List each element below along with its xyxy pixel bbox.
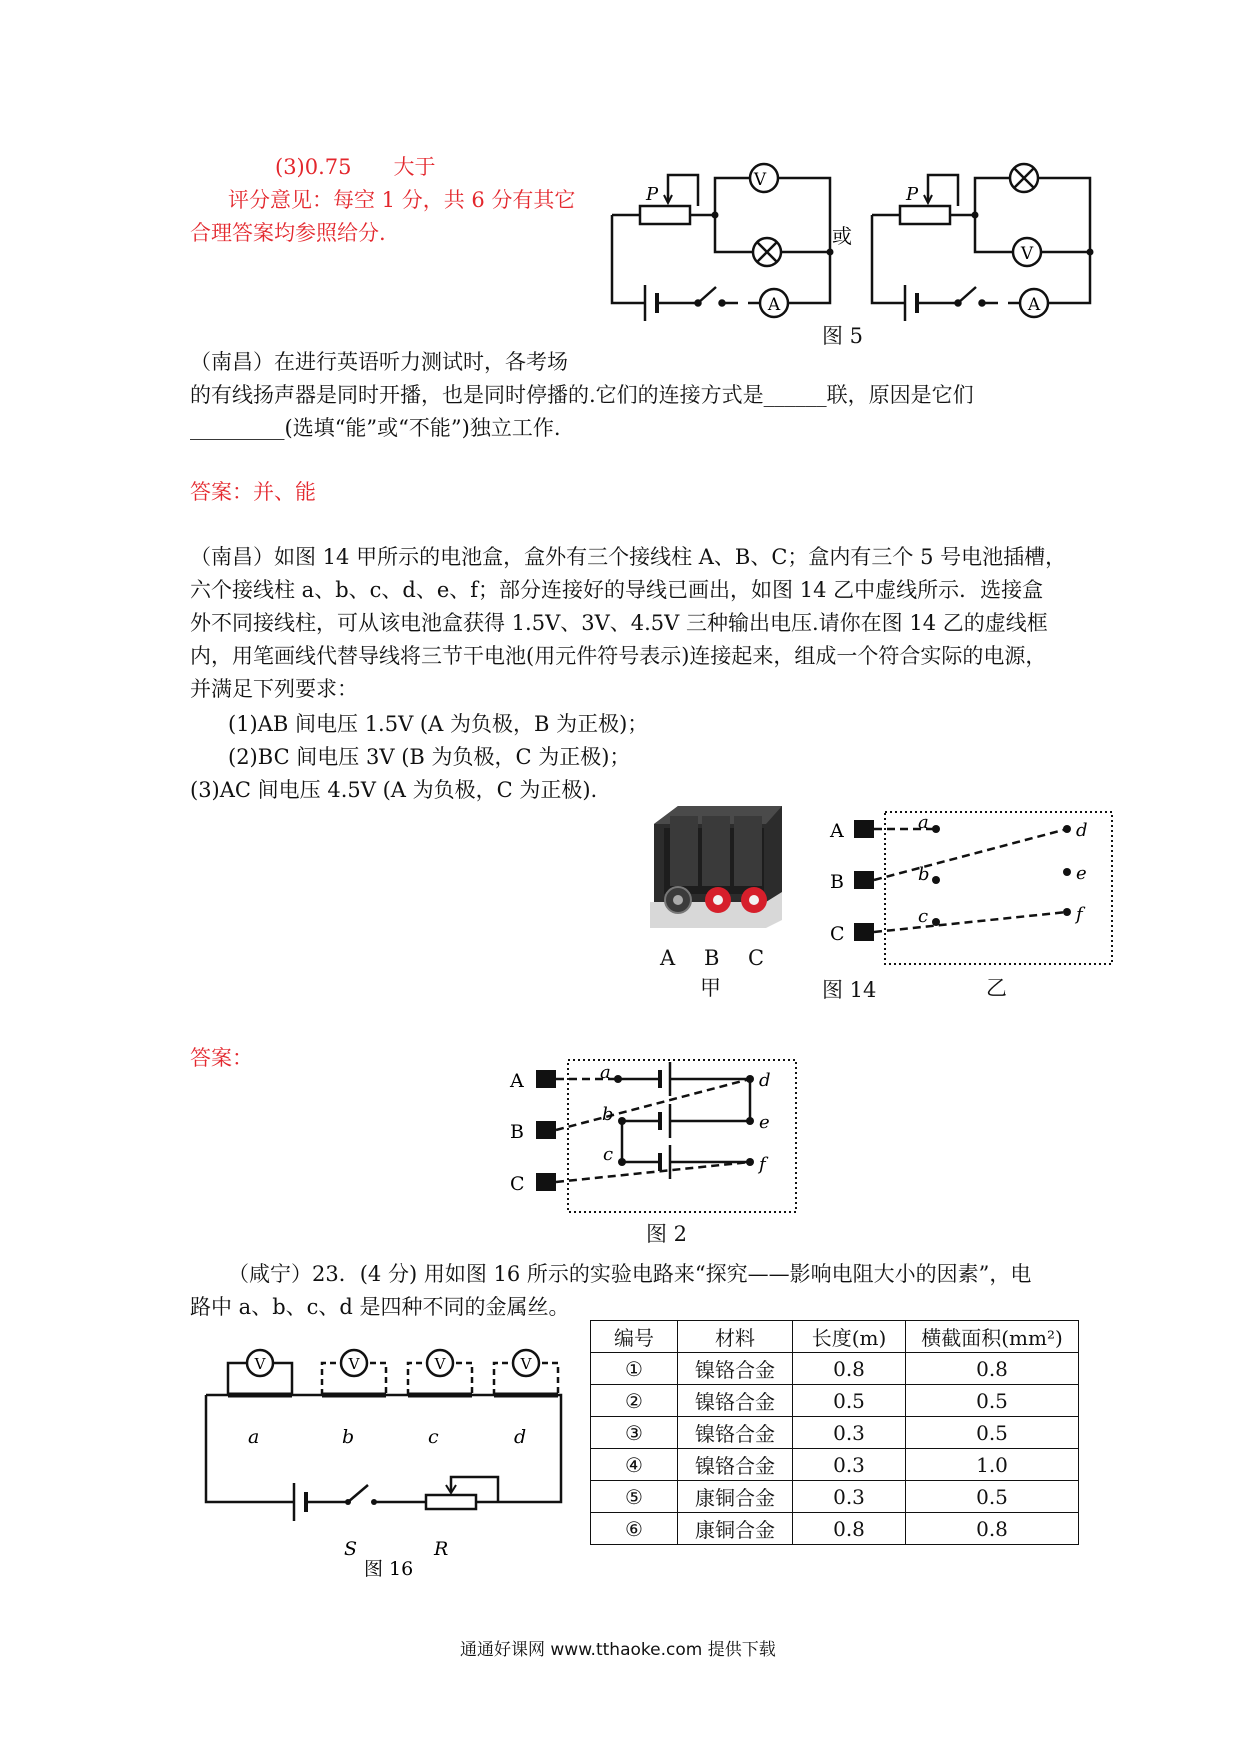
ans-terminal-b: b bbox=[602, 1104, 614, 1125]
fig14-jia-label: 甲 bbox=[700, 976, 721, 1000]
q1-answer: 答案：并、能 bbox=[190, 480, 316, 504]
figure-16-circuit bbox=[196, 1325, 581, 1580]
table-cell: 0.5 bbox=[793, 1385, 906, 1417]
table-cell: 0.3 bbox=[793, 1449, 906, 1481]
table-cell: ⑥ bbox=[591, 1513, 678, 1545]
fig5-a-label-left: A bbox=[767, 295, 781, 315]
table-cell: 1.0 bbox=[906, 1449, 1079, 1481]
table-cell: 0.5 bbox=[906, 1481, 1079, 1513]
table-header: 横截面积(mm²) bbox=[906, 1321, 1079, 1353]
yi-terminal-c: c bbox=[918, 906, 929, 927]
table-cell: 镍铬合金 bbox=[678, 1385, 793, 1417]
ans-terminal-e: e bbox=[759, 1112, 770, 1133]
fig16-r-label: R bbox=[434, 1538, 449, 1560]
answer-2-label: 答案： bbox=[190, 1046, 253, 1070]
table-row bbox=[591, 1513, 1079, 1545]
ans-terminal-f: f bbox=[759, 1154, 766, 1175]
figure-2-answer bbox=[500, 1048, 810, 1218]
ans-terminal-B: B bbox=[510, 1121, 524, 1143]
figure-14-yi bbox=[820, 800, 1120, 970]
table-row bbox=[591, 1449, 1079, 1481]
answer-line-3: 合理答案均参照给分. bbox=[190, 221, 386, 245]
yi-terminal-f: f bbox=[1076, 904, 1083, 925]
q2-line-4: 内，用笔画线代替导线将三节干电池(用元件符号表示)连接起来，组成一个符合实际的电源， bbox=[190, 644, 1047, 668]
table-cell: 0.8 bbox=[906, 1513, 1079, 1545]
fig16-caption: 图 16 bbox=[364, 1558, 414, 1580]
fig16-v-label-b: V bbox=[348, 1355, 360, 1373]
ans-terminal-d: d bbox=[759, 1070, 771, 1091]
ans-terminal-c: c bbox=[603, 1144, 614, 1165]
q1-line-1: （南昌）在进行英语听力测试时，各考场 bbox=[190, 350, 568, 374]
table-header: 长度(m) bbox=[793, 1321, 906, 1353]
table-row bbox=[591, 1353, 1079, 1385]
fig16-wire-d: d bbox=[514, 1426, 527, 1448]
table-cell: 0.3 bbox=[793, 1417, 906, 1449]
table-cell: ① bbox=[591, 1353, 678, 1385]
footer-text: 通通好课网 www.tthaoke.com 提供下载 bbox=[460, 1640, 776, 1660]
fig16-v-label-d: V bbox=[520, 1355, 532, 1373]
table-header: 编号 bbox=[591, 1321, 678, 1353]
fig5-p-label-left: P bbox=[646, 184, 659, 205]
fig16-wire-a: a bbox=[248, 1426, 260, 1448]
q2-req-3: (3)AC 间电压 4.5V (A 为负极，C 为正极). bbox=[190, 778, 598, 802]
q3-line-1: （咸宁）23．(4 分) 用如图 16 所示的实验电路来“探究——影响电阻大小的因素”，电 bbox=[228, 1262, 1032, 1286]
ans-terminal-a: a bbox=[600, 1062, 611, 1083]
resistance-wire-table bbox=[590, 1320, 1079, 1545]
q2-line-3: 外不同接线柱，可从该电池盒获得 1.5V、3V、4.5V 三种输出电压.请你在图 14 乙的虚线框 bbox=[190, 611, 1048, 635]
table-cell: 0.8 bbox=[793, 1513, 906, 1545]
table-cell: 0.8 bbox=[793, 1353, 906, 1385]
fig5-or-label: 或 bbox=[832, 224, 852, 248]
table-cell: 康铜合金 bbox=[678, 1513, 793, 1545]
fig5-p-label-right: P bbox=[906, 184, 919, 205]
fig5-a-label-right: A bbox=[1027, 295, 1041, 315]
yi-terminal-B: B bbox=[830, 871, 844, 893]
table-cell: 镍铬合金 bbox=[678, 1449, 793, 1481]
table-cell: 0.8 bbox=[906, 1353, 1079, 1385]
table-cell: ② bbox=[591, 1385, 678, 1417]
fig16-wire-b: b bbox=[342, 1426, 355, 1448]
answer-line-1: (3)0.75 大于 bbox=[275, 155, 436, 179]
fig16-wire-c: c bbox=[428, 1426, 439, 1448]
table-cell: 0.5 bbox=[906, 1417, 1079, 1449]
table-cell: 镍铬合金 bbox=[678, 1417, 793, 1449]
fig16-v-label-a: V bbox=[254, 1355, 266, 1373]
table-cell: 0.3 bbox=[793, 1481, 906, 1513]
table-cell: 0.5 bbox=[906, 1385, 1079, 1417]
q2-line-5: 并满足下列要求： bbox=[190, 677, 358, 701]
battery-box-photo bbox=[648, 802, 784, 934]
table-row bbox=[591, 1481, 1079, 1513]
table-header-row bbox=[591, 1321, 1079, 1353]
q1-line-3: _________(选填“能”或“不能”)独立工作. bbox=[190, 416, 561, 440]
table-cell: ⑤ bbox=[591, 1481, 678, 1513]
fig5-v-label-left: V bbox=[753, 170, 767, 190]
q1-line-2: 的有线扬声器是同时开播，也是同时停播的.它们的连接方式是______联，原因是它们 bbox=[190, 383, 974, 407]
q2-line-1: （南昌）如图 14 甲所示的电池盒，盒外有三个接线柱 A、B、C；盒内有三个 5 号电池插槽， bbox=[190, 545, 1067, 569]
fig14-yi-label: 乙 bbox=[986, 976, 1007, 1000]
yi-terminal-d: d bbox=[1076, 820, 1088, 841]
yi-terminal-a: a bbox=[918, 812, 929, 833]
answer-line-2: 评分意见：每空 1 分，共 6 分有其它 bbox=[228, 188, 576, 212]
yi-terminal-A: A bbox=[830, 820, 844, 842]
yi-terminal-b: b bbox=[918, 864, 930, 885]
table-header: 材料 bbox=[678, 1321, 793, 1353]
q3-line-2: 路中 a、b、c、d 是四种不同的金属丝。 bbox=[190, 1295, 570, 1319]
fig5-caption: 图 5 bbox=[822, 324, 864, 348]
fig16-s-label: S bbox=[344, 1538, 358, 1560]
q2-req-2: (2)BC 间电压 3V (B 为负极，C 为正极)； bbox=[228, 745, 631, 769]
table-cell: ④ bbox=[591, 1449, 678, 1481]
ans-terminal-A: A bbox=[510, 1070, 524, 1092]
photo-label-a: A bbox=[660, 946, 676, 970]
fig5-v-label-right: V bbox=[1020, 244, 1034, 264]
fig14-caption: 图 14 bbox=[822, 978, 877, 1002]
table-cell: 镍铬合金 bbox=[678, 1353, 793, 1385]
table-cell: ③ bbox=[591, 1417, 678, 1449]
table-row bbox=[591, 1417, 1079, 1449]
table-row bbox=[591, 1385, 1079, 1417]
photo-label-c: C bbox=[748, 946, 765, 970]
yi-terminal-C: C bbox=[830, 923, 845, 945]
q2-req-1: (1)AB 间电压 1.5V (A 为负极，B 为正极)； bbox=[228, 712, 649, 736]
photo-label-b: B bbox=[704, 946, 720, 970]
table-cell: 康铜合金 bbox=[678, 1481, 793, 1513]
fig2-caption: 图 2 bbox=[646, 1222, 688, 1246]
yi-terminal-e: e bbox=[1076, 863, 1087, 884]
q2-line-2: 六个接线柱 a、b、c、d、e、f；部分连接好的导线已画出，如图 14 乙中虚线所示．选接盒 bbox=[190, 578, 1044, 602]
ans-terminal-C: C bbox=[510, 1173, 525, 1195]
fig16-v-label-c: V bbox=[434, 1355, 446, 1373]
